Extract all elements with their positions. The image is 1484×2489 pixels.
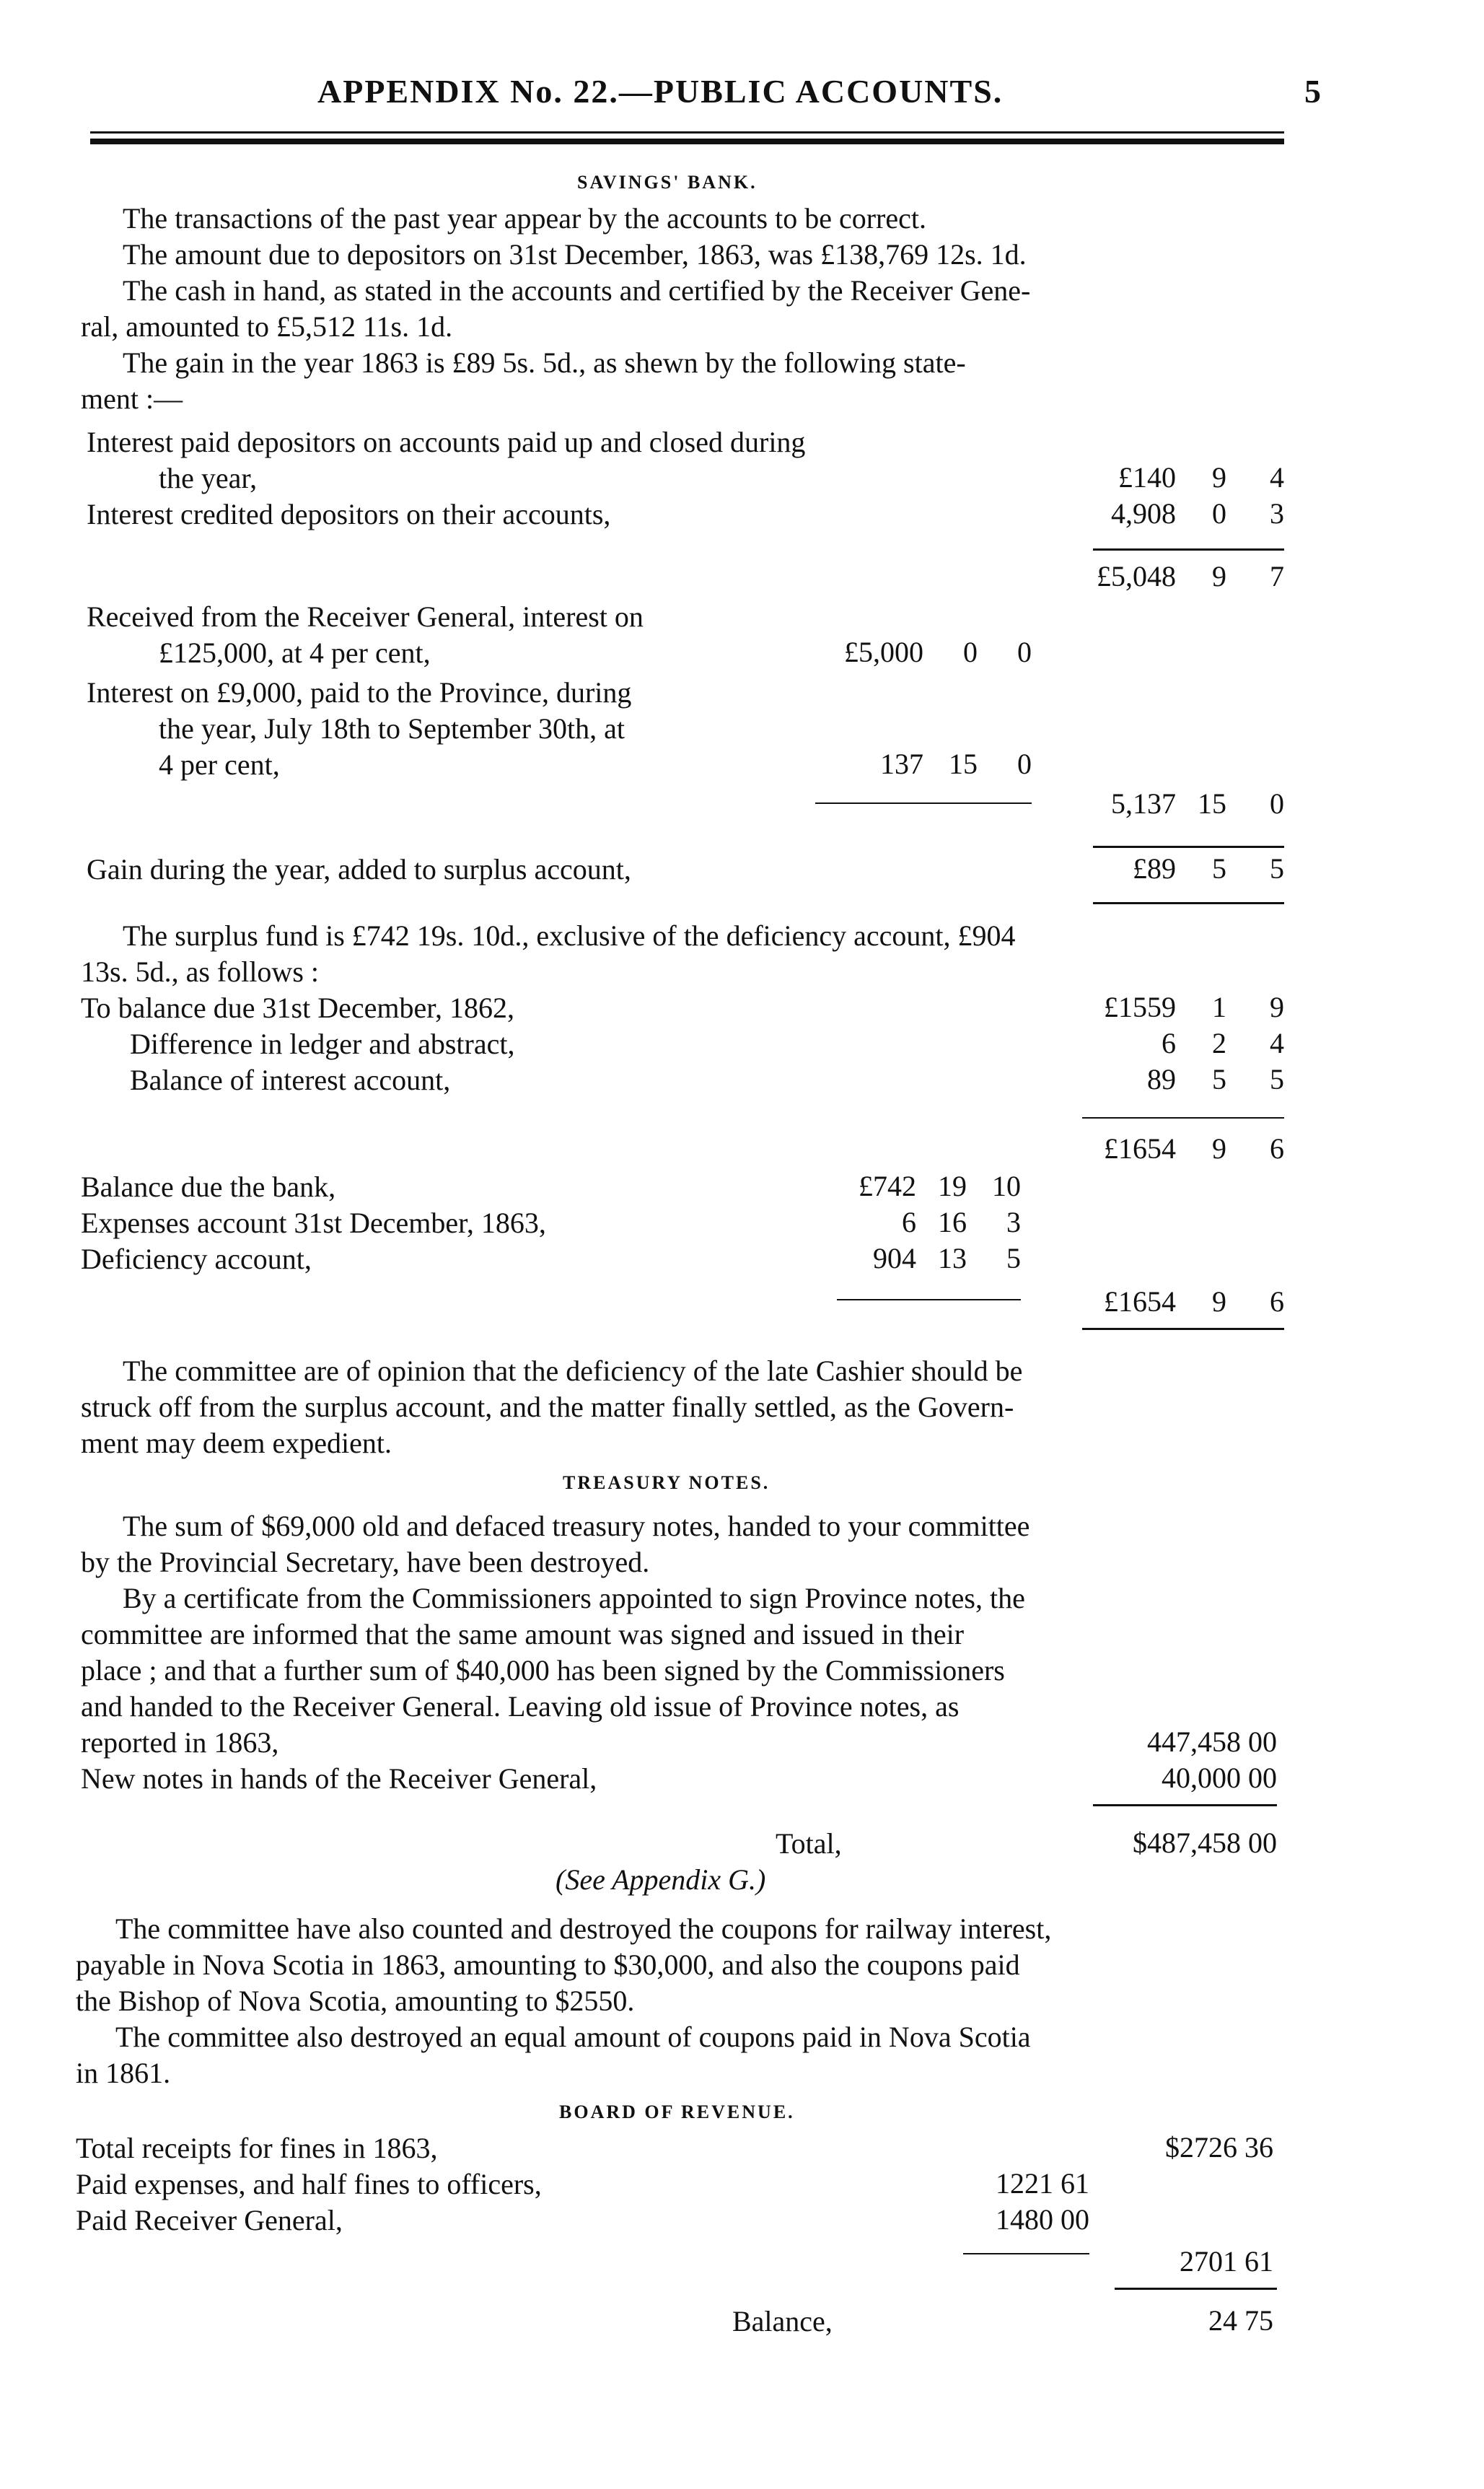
amount-shillings: 13 <box>938 1242 967 1274</box>
appendix-reference: (See Appendix G.) <box>556 1863 766 1896</box>
paragraph-line: ment :— <box>81 382 183 415</box>
amount-shillings: 9 <box>1212 461 1226 494</box>
amount-pounds: £742 <box>859 1170 916 1202</box>
amount-pounds: 5,137 <box>1111 787 1176 820</box>
amount-dollars: $2726 36 <box>1165 2131 1273 2164</box>
amount-pounds: 137 <box>880 748 923 780</box>
paragraph-line: place ; and that a further sum of $40,000 has been signed by the Commissioners <box>81 1654 1005 1687</box>
amount-dollars-balance: 24 75 <box>1208 2304 1273 2337</box>
account-row-label: 4 per cent, <box>159 748 280 781</box>
paragraph-line: 13s. 5d., as follows : <box>81 955 319 988</box>
amount-pounds: £1654 <box>1104 1132 1176 1165</box>
account-row-label: Deficiency account, <box>81 1243 312 1275</box>
account-row-label: Difference in ledger and abstract, <box>130 1028 515 1060</box>
amount-pence: 7 <box>1270 560 1284 592</box>
amount-dollars: 447,458 00 <box>1147 1725 1277 1758</box>
paragraph-line: The committee have also counted and destroyed the coupons for railway interest, <box>115 1912 1052 1945</box>
amount-pounds: 6 <box>1162 1027 1176 1059</box>
amount-shillings: 5 <box>1212 1063 1226 1095</box>
section-heading-board-of-revenue: BOARD OF REVENUE. <box>559 2101 795 2122</box>
paragraph-line: By a certificate from the Commissioners appointed to sign Province notes, the <box>123 1582 1025 1614</box>
subtotal-rule <box>815 802 1032 804</box>
amount-pence: 0 <box>1270 787 1284 820</box>
page-header-title: APPENDIX No. 22.—PUBLIC ACCOUNTS. <box>317 73 1004 110</box>
amount-shillings: 9 <box>1212 1285 1226 1318</box>
account-row-label: Interest on £9,000, paid to the Province, during <box>87 676 632 709</box>
account-row-label: Balance due the bank, <box>81 1171 336 1203</box>
paragraph-line: by the Provincial Secretary, have been destroyed. <box>81 1546 650 1578</box>
amount-pounds: 6 <box>902 1206 916 1238</box>
balance-label: Balance, <box>732 2305 833 2337</box>
account-row-label: Received from the Receiver General, interest on <box>87 600 644 633</box>
paragraph-line: The transactions of the past year appear by the accounts to be correct. <box>123 202 926 235</box>
amount-pounds: £5,048 <box>1097 560 1176 592</box>
paragraph-line: The cash in hand, as stated in the accounts and certified by the Receiver Gene- <box>123 274 1031 307</box>
account-row-label: Interest paid depositors on accounts paid up and closed during <box>87 426 806 458</box>
paragraph-line: the Bishop of Nova Scotia, amounting to $2550. <box>76 1985 635 2017</box>
amount-shillings: 0 <box>1212 497 1226 530</box>
amount-pounds: £1559 <box>1104 991 1176 1023</box>
total-rule <box>1115 2288 1277 2290</box>
paragraph-line: The amount due to depositors on 31st December, 1863, was £138,769 12s. 1d. <box>123 238 1027 271</box>
amount-shillings: 15 <box>949 748 978 780</box>
amount-shillings: 9 <box>1212 560 1226 592</box>
account-row-label: Paid expenses, and half fines to officers, <box>76 2168 542 2200</box>
amount-pence: 4 <box>1270 1027 1284 1059</box>
account-row-label: New notes in hands of the Receiver General, <box>81 1762 597 1795</box>
account-row-label: Gain during the year, added to surplus account, <box>87 853 631 885</box>
total-label: Total, <box>776 1827 842 1860</box>
amount-shillings: 1 <box>1212 991 1226 1023</box>
amount-shillings: 15 <box>1198 787 1226 820</box>
amount-pounds: £1654 <box>1104 1285 1176 1318</box>
total-rule <box>1093 902 1284 904</box>
amount-pence: 6 <box>1270 1132 1284 1165</box>
account-row-label: Total receipts for fines in 1863, <box>76 2132 438 2164</box>
amount-shillings: 0 <box>963 636 978 668</box>
amount-pounds: 4,908 <box>1111 497 1176 530</box>
amount-pence: 5 <box>1270 1063 1284 1095</box>
amount-pounds: 904 <box>873 1242 916 1274</box>
account-row-label: £125,000, at 4 per cent, <box>159 637 431 669</box>
amount-dollars: 40,000 00 <box>1162 1762 1277 1794</box>
subtotal-rule <box>963 2253 1089 2254</box>
account-row-label: To balance due 31st December, 1862, <box>81 992 514 1024</box>
account-row-label: Paid Receiver General, <box>76 2204 343 2236</box>
amount-dollars: 1480 00 <box>996 2203 1089 2236</box>
subtotal-rule <box>837 1299 1021 1300</box>
paragraph-line: The sum of $69,000 old and defaced treasury notes, handed to your committee <box>123 1510 1030 1542</box>
paragraph-line: ment may deem expedient. <box>81 1427 392 1459</box>
subtotal-rule <box>1093 548 1284 551</box>
header-rule-bottom <box>90 139 1284 144</box>
paragraph-line: The surplus fund is £742 19s. 10d., exclusive of the deficiency account, £904 <box>123 919 1016 952</box>
paragraph-line: in 1861. <box>76 2057 171 2089</box>
amount-pence: 10 <box>992 1170 1021 1202</box>
amount-dollars: 1221 61 <box>996 2167 1089 2200</box>
total-rule <box>1082 1328 1284 1330</box>
amount-pence: 0 <box>1017 636 1032 668</box>
amount-shillings: 2 <box>1212 1027 1226 1059</box>
account-row-label: reported in 1863, <box>81 1726 279 1759</box>
amount-shillings: 9 <box>1212 1132 1226 1165</box>
amount-pence: 4 <box>1270 461 1284 494</box>
account-row-label: the year, July 18th to September 30th, at <box>159 712 625 745</box>
total-rule <box>1093 1804 1277 1806</box>
page-number: 5 <box>1304 73 1322 110</box>
amount-pounds: £89 <box>1133 852 1176 885</box>
amount-pence: 3 <box>1270 497 1284 530</box>
paragraph-line: ral, amounted to £5,512 11s. 1d. <box>81 310 453 343</box>
header-rule-top <box>90 131 1284 134</box>
amount-pounds: 89 <box>1147 1063 1176 1095</box>
amount-shillings: 19 <box>938 1170 967 1202</box>
amount-pence: 5 <box>1006 1242 1021 1274</box>
subtotal-rule <box>1093 846 1284 848</box>
amount-shillings: 5 <box>1212 852 1226 885</box>
amount-shillings: 16 <box>938 1206 967 1238</box>
paragraph-line: The committee are of opinion that the deficiency of the late Cashier should be <box>123 1355 1023 1387</box>
account-row-label: Interest credited depositors on their accounts, <box>87 498 611 530</box>
paragraph-line: The committee also destroyed an equal amount of coupons paid in Nova Scotia <box>115 2021 1031 2053</box>
amount-pence: 9 <box>1270 991 1284 1023</box>
section-heading-treasury-notes: TREASURY NOTES. <box>563 1472 770 1493</box>
amount-dollars: 2701 61 <box>1180 2245 1273 2278</box>
paragraph-line: struck off from the surplus account, and the matter finally settled, as the Govern- <box>81 1391 1014 1423</box>
amount-pence: 0 <box>1017 748 1032 780</box>
account-row-label: Expenses account 31st December, 1863, <box>81 1207 546 1239</box>
account-row-label: the year, <box>159 462 258 494</box>
amount-pounds: £5,000 <box>844 636 923 668</box>
account-row-label: Balance of interest account, <box>130 1064 451 1096</box>
subtotal-rule <box>1082 1117 1284 1119</box>
amount-pence: 6 <box>1270 1285 1284 1318</box>
paragraph-line: and handed to the Receiver General. Leaving old issue of Province notes, as <box>81 1690 960 1723</box>
paragraph-line: committee are informed that the same amount was signed and issued in their <box>81 1618 965 1650</box>
paragraph-line: payable in Nova Scotia in 1863, amounting to $30,000, and also the coupons paid <box>76 1948 1020 1981</box>
amount-pence: 3 <box>1006 1206 1021 1238</box>
amount-pence: 5 <box>1270 852 1284 885</box>
amount-dollars-total: $487,458 00 <box>1133 1827 1277 1859</box>
paragraph-line: The gain in the year 1863 is £89 5s. 5d., as shewn by the following state- <box>123 346 966 379</box>
amount-pounds: £140 <box>1118 461 1176 494</box>
section-heading-savings-bank: SAVINGS' BANK. <box>577 172 758 193</box>
